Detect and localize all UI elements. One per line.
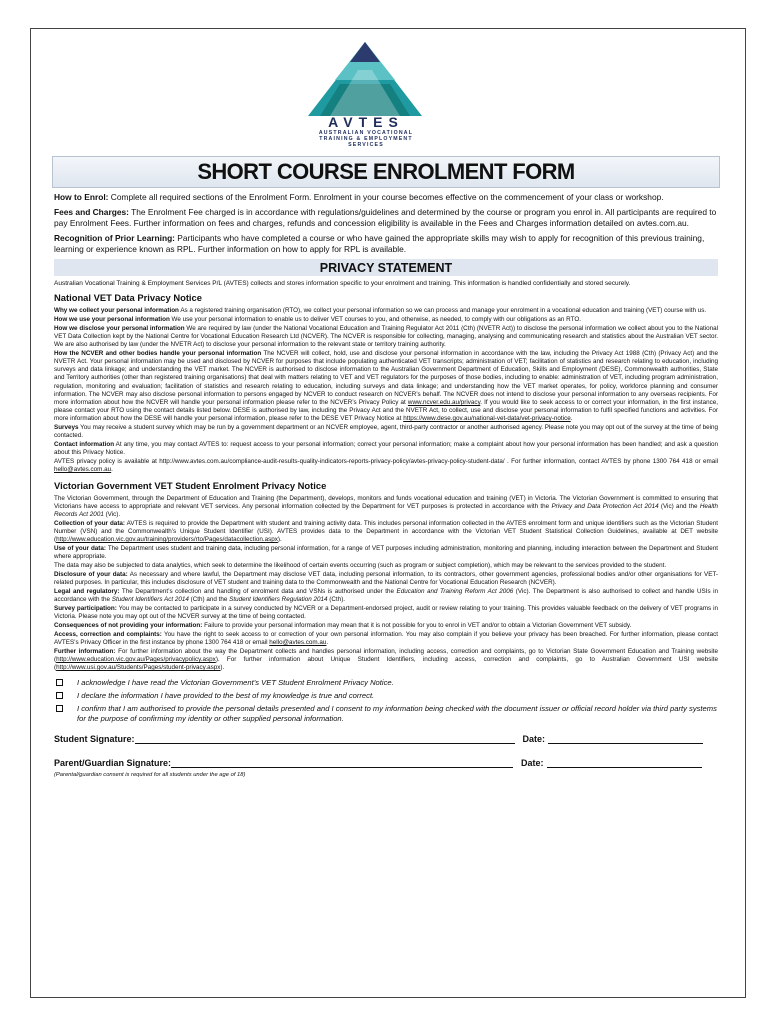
acknowledgement-section <box>54 678 718 724</box>
student-date-label: Date: <box>522 734 546 745</box>
student-signature-field[interactable] <box>135 734 515 744</box>
vic-intro <box>54 495 718 520</box>
vic-intro-act-1: Privacy and Data Protection Act 2014 <box>551 502 659 510</box>
vic-legal-label: Legal and regulatory: <box>54 587 120 595</box>
contact-text: At any time, you may contact AVTES to: request access to your personal information; correct your personal information; make a complaint about how your personal information has been handled; and ask a question about this Privacy Notice. <box>54 441 718 457</box>
vic-consequences <box>54 622 718 630</box>
ncver-privacy-link[interactable]: www.ncver.edu.au/privacy <box>407 399 481 406</box>
vic-access-text: You have the right to seek access to or correction of your own personal information. You may also complain if you believe your privacy has been breached. For further information, please contact AVTES’s Privacy Officer in the first instance by phone 1300 764 418 or email <box>54 630 718 646</box>
confirm-checkbox[interactable] <box>56 705 63 712</box>
contact-label: Contact information <box>54 441 115 449</box>
vic-legal-text-3: (Cth) and the <box>188 596 230 604</box>
how-to-enrol <box>54 192 718 203</box>
rpl-text: Participants who have completed a course or who have gained the appropriate skills may wish to apply for recognition of this previous training, learning or experience known as RPL. Further information on how to apply for RPL is available. <box>54 232 705 255</box>
victorian-heading: Victorian Government VET Student Enrolment Privacy Notice <box>54 479 327 491</box>
parent-signature-row <box>54 758 718 768</box>
form-content <box>54 192 718 778</box>
rpl-label: Recognition of Prior Learning: <box>54 232 175 243</box>
vic-legal-text-4: (Cth). <box>327 596 346 604</box>
vic-analytics-text: The data may also be subjected to data analytics, which seek to determine the likelihood of certain events occurring (such as program or subject completion), which may be relevant to the services provided to the student. <box>54 562 667 570</box>
parent-date-field[interactable] <box>547 758 702 768</box>
student-signature-row <box>54 734 718 744</box>
how-disclose-label: How we disclose your personal information <box>54 324 185 332</box>
logo-sub-line-3: SERVICES <box>348 142 384 148</box>
student-date-field[interactable] <box>548 734 703 744</box>
vic-collection <box>54 520 718 545</box>
confirm-text: I confirm that I am authorised to provide the personal details presented and I consent to my information being checked with the document issuer or official record holder via third party systems for the purpose of confirming my identity or other supplied personal information. <box>77 704 717 724</box>
how-use-label: How we use your personal information <box>54 315 170 323</box>
how-use-text: We use your personal information to enable us to deliver VET courses to you, and otherwise, as needed, to comply with our obligations as an RTO. <box>169 315 581 323</box>
acknowledge-row <box>54 678 718 688</box>
parent-signature-label: Parent/Guardian Signature: <box>54 758 172 769</box>
vic-survey <box>54 605 718 621</box>
declare-checkbox[interactable] <box>56 692 63 699</box>
why-collect-label: Why we collect your personal information <box>54 306 179 314</box>
surveys-label: Surveys <box>54 424 79 432</box>
victorian-notice <box>54 495 718 673</box>
vic-disclosure <box>54 571 718 587</box>
recognition-prior-learning <box>54 233 718 256</box>
vic-intro-act-2: Health Records Act 2001 <box>54 502 719 519</box>
vic-legal-text-2: (Vic). The Department is also authorised to collect and handle USIs in accordance with the <box>54 587 718 604</box>
vic-collection-label: Collection of your data: <box>54 519 126 527</box>
form-title-bar <box>52 156 720 188</box>
student-signature-label: Student Signature: <box>54 734 135 745</box>
intro-section <box>54 192 718 255</box>
ncver-handling <box>54 350 718 424</box>
ncver-handling-text-3: . <box>570 415 573 423</box>
vic-use-text: The Department uses student and training data, including personal information, for a range of VET purposes including administration, monitoring and planning, including interaction between the Department and Student where appropriate. <box>54 545 718 561</box>
enrol-text: Complete all required sections of the Enrolment Form. Enrolment in your course becomes effective on the commencement of your class or workshop. <box>108 192 664 202</box>
logo-text <box>306 114 426 148</box>
vic-use <box>54 545 718 561</box>
privacy-statement-bar <box>54 259 718 276</box>
how-use <box>54 316 718 324</box>
why-collect-text: As a registered training organisation (RTO), we collect your personal information so we can process and manage your enrolment in a vocational education and training (VET) course with us. <box>178 306 707 314</box>
privacy-intro: Australian Vocational Training & Employment Services P/L (AVTES) collects and stores information specific to your enrolment and training. This information is handled confidentially and stored securely. <box>54 279 631 287</box>
vic-legal-act-1: Education and Training Reform Act 2006 <box>396 587 514 595</box>
fees-label: Fees and Charges: <box>54 206 129 217</box>
national-vet-notice <box>54 307 718 475</box>
vic-collection-text: AVTES is required to provide the Department with student and training activity data. This includes personal information collected in the AVTES enrolment form and unique identifiers such as the Victorian Student Number (VSN) and the Commonwealth’s Unique Student Identifier (USI). AVTES provides data to the Department in accordance with the Victorian VET Student Statistical Collection Guidelines, available at DET website ( <box>54 519 718 544</box>
confirm-row <box>54 704 718 724</box>
declare-row <box>54 691 718 701</box>
vic-privacypolicy-link[interactable]: http://www.education.vic.gov.au/Pages/privacypolicy.aspx <box>56 655 216 663</box>
det-datacollection-link[interactable]: http://www.education.vic.gov.au/training/providers/rto/Pages/datacollection.aspx <box>56 536 278 544</box>
vic-consequences-label: Consequences of not providing your information: <box>54 621 203 629</box>
logo-sub-line-2: TRAINING & EMPLOYMENT <box>319 136 413 142</box>
vic-intro-text-2: (Vic) and the <box>658 502 700 510</box>
surveys <box>54 424 718 440</box>
vic-further-text: For further information about the way the Department collects and handles personal information, including access, correction and complaints, go to Victorian State Government Education and Training website ( <box>54 647 719 663</box>
surveys-text: You may receive a student survey which may be run by a government department or an NCVER employee, agent, third-party contractor or another authorised agency. Please note you may opt out of the survey at the time of being contacted. <box>54 424 718 440</box>
vic-further <box>54 648 718 673</box>
privacy-statement-heading: PRIVACY STATEMENT <box>319 260 453 275</box>
avtes-policy-text: AVTES privacy policy is available at http://www.avtes.com.au/compliance-audit-results-quality-indicators-reports-privacy-policy/avtes-privacy-policy-student-data/ . For further information, contact AVTES by phone 1300 764 418 or email <box>54 458 718 466</box>
parent-date-label: Date: <box>521 758 544 769</box>
acknowledge-checkbox[interactable] <box>56 679 63 686</box>
vic-disclosure-text: As necessary and where lawful, the Department may disclose VET data, including personal information, to its contractors, other government agencies, professional bodies and/or other organisations for VET-related purposes. In particular, this includes disclosure of VET student and training data to the Commonwealth and the National Centre for Vocational Education Research (NCVER). <box>54 570 718 587</box>
acknowledge-text: I acknowledge I have read the Victorian Government’s VET Student Enrolment Privacy Notice. <box>77 678 394 688</box>
vic-intro-text-3: (Vic). <box>103 511 121 519</box>
how-disclose <box>54 325 718 350</box>
vic-access-label: Access, correction and complaints: <box>54 630 162 638</box>
national-vet-heading: National VET Data Privacy Notice <box>54 291 202 303</box>
vic-further-text-2: ). For further information about Unique Student Identifiers, including access, correction and complaints, go to Australian Government USI website ( <box>54 655 718 672</box>
guardian-consent-note: (Parental/guardian consent is required for all students under the age of 18) <box>54 772 246 779</box>
vic-collection-text-2: ). <box>277 536 282 544</box>
vic-survey-text: You may be contacted to participate in a survey conducted by NCVER or a Department-endorsed project, audit or review relating to your training. This provides valuable feedback on the delivery of VET programs in Victoria. Please note you may opt out of the NCVER survey at the time of being contacted. <box>54 604 718 621</box>
fees-and-charges <box>54 207 718 230</box>
vic-further-text-3: ). <box>220 664 225 672</box>
usi-privacy-link[interactable]: http://www.usi.gov.au/Students/Pages/student-privacy.aspx <box>56 664 221 672</box>
ncver-handling-text-2: . If you would like to seek access to or correct your information, in the first instance, please contact your RTO using the contact details listed below. DESE is authorised by law, including the Privacy Act and the NVETR Act, to collect, use and disclose your personal information to fulfil specified functions and activities. For more information about how the DESE will handle your personal information, please refer to the DESE VET Privacy Notice at <box>54 399 719 423</box>
hello-email-link[interactable]: hello@avtes.com.au <box>54 466 112 474</box>
vic-survey-label: Survey participation: <box>54 604 117 612</box>
ncver-handling-label: How the NCVER and other bodies handle your personal information <box>54 349 262 357</box>
vic-consequences-text: Failure to provide your personal information may mean that it is not possible for you to enrol in VET and/or to obtain a Victorian Government VET subsidy. <box>202 621 632 629</box>
vic-legal-act-2: Student Identifiers Act 2014 <box>111 596 189 604</box>
enrol-label: How to Enrol: <box>54 192 109 202</box>
logo-wordmark: AVTES <box>328 114 404 130</box>
parent-signature-field[interactable] <box>171 758 513 768</box>
vic-legal-text: The Department’s collection and handling of enrolment data and VSNs is authorised under the <box>119 587 397 595</box>
fees-text: The Enrolment Fee charged is in accordance with regulations/guidelines and determined by the course or program you enrol in. All participants are required to pay Enrolment Fees. Further information on fees and charges, refunds and concession eligibility is available in the Fees and Charges information detailed on avtes.com.au. <box>54 206 717 229</box>
vic-analytics <box>54 562 718 570</box>
avtes-policy-text-2: . <box>111 466 113 474</box>
vic-access-text-2: . <box>326 638 329 646</box>
how-disclose-text: We are required by law (under the National Vocational Education and Training Regulator Act 2011 (Cth) (NVETR Act)) to disclose the personal information we collect about you to the National VET Data Collection kept by the National Centre for Vocational Education Research Ltd (NCVER). The NCVER is responsible for collecting, managing, analysing and communicating research and statistics about the Australian VET sector. We are also authorised by law (under the NVETR Act) to disclose your personal information to the relevant state or territory training authority. <box>54 324 718 348</box>
dese-privacy-link[interactable]: https://www.dese.gov.au/national-vet-data/vet-privacy-notice <box>403 415 571 423</box>
vic-use-label: Use of your data: <box>54 545 106 553</box>
vic-disclosure-label: Disclosure of your data: <box>54 570 128 578</box>
vic-legal <box>54 588 718 604</box>
vic-legal-act-3: Student Identifiers Regulation 2014 <box>229 596 328 604</box>
vic-access <box>54 631 718 647</box>
vic-further-label: Further information: <box>54 647 116 655</box>
logo-sub-line-1: AUSTRALIAN VOCATIONAL <box>318 130 414 136</box>
hello-email-link-2[interactable]: hello@avtes.com.au <box>269 638 327 646</box>
vic-intro-text: The Victorian Government, through the Department of Education and Training (the Department), develops, monitors and funds vocational education and training (VET) in Victoria. The Victorian Government is committed to ensuring that Victorians have access to appropriate and relevant VET services. Any personal information collected by the Department for VET purposes is protected in accordance with the <box>54 494 718 510</box>
avtes-privacy-policy <box>54 458 718 474</box>
form-title: SHORT COURSE ENROLMENT FORM <box>197 159 575 184</box>
why-collect <box>54 307 718 315</box>
declare-text: I declare the information I have provided to the best of my knowledge is true and correct. <box>77 691 375 701</box>
contact-information <box>54 441 718 457</box>
ncver-handling-text: The NCVER will collect, hold, use and disclose your personal information in accordance with the law, including the Privacy Act 1988 (Cth) (Privacy Act) and the NVETR Act. Your personal information may be used and disclosed by NCVER for purposes that include populating authenticated VET transcripts; administration of VET; facilitation of statistics and research relating to education, including surveys and data linkage; and understanding the VET market. The NCVER is authorised to disclose information to the Australian Government Department of Education, Skills and Employment (DESE), Commonwealth authorities, State and Territory authorities (other than registered training organisations) that deal with matters relating to VET and VET regulators for the purposes of those bodies, including to enable: administration of VET, including program administration, regulation, monitoring and evaluation; facilitation of statistics and research relating to education, including surveys and data linkage; and understanding how the VET market operates, for policy, workforce planning and consumer information. The NCVER may also disclose personal information to persons engaged by NCVER to conduct research on NCVER’s behalf. The NCVER does not intend to disclose your personal information to any overseas recipients. For more information about how the NCVER will handle your personal information please refer to the NCVER’s Privacy Policy at <box>54 349 718 406</box>
